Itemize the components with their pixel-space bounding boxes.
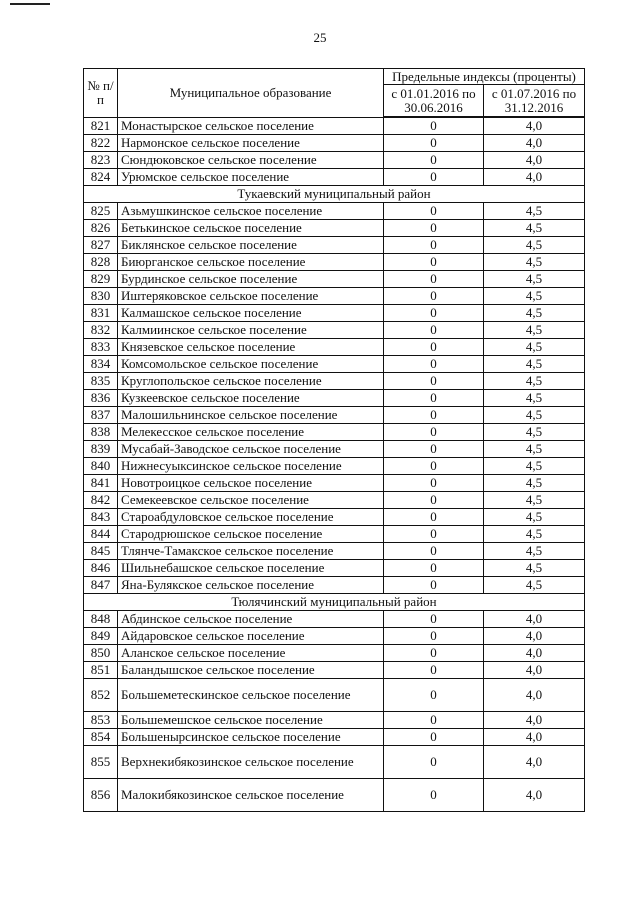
index-period-2: 4,0 [484,779,585,812]
limit-index-table [83,68,585,812]
municipality-name: Круглопольское сельское поселение [118,373,384,390]
index-period-1: 0 [384,237,484,254]
table-row [84,305,585,322]
row-number: 847 [84,577,118,594]
municipality-name: Баландышское сельское поселение [118,662,384,679]
row-number: 838 [84,424,118,441]
municipality-name: Староабдуловское сельское поселение [118,509,384,526]
index-period-2: 4,5 [484,458,585,475]
index-period-1: 0 [384,475,484,492]
municipality-name: Новотроицкое сельское поселение [118,475,384,492]
table-row [84,152,585,169]
table-row [84,288,585,305]
row-number: 835 [84,373,118,390]
municipality-name: Стародрюшское сельское поселение [118,526,384,543]
municipality-name: Нармонское сельское поселение [118,135,384,152]
index-period-1: 0 [384,560,484,577]
row-number: 826 [84,220,118,237]
header-period-1: с 01.01.2016 по 30.06.2016 [384,85,484,117]
municipality-name: Аланское сельское поселение [118,645,384,662]
index-period-2: 4,0 [484,152,585,169]
row-number: 848 [84,611,118,628]
table-body [84,118,585,812]
index-period-1: 0 [384,254,484,271]
index-period-1: 0 [384,424,484,441]
row-number: 839 [84,441,118,458]
row-number: 852 [84,679,118,712]
municipality-name: Сюндюковское сельское поселение [118,152,384,169]
table-row [84,509,585,526]
row-number: 834 [84,356,118,373]
index-period-2: 4,5 [484,373,585,390]
index-period-1: 0 [384,746,484,779]
table-row [84,746,585,779]
index-period-2: 4,5 [484,220,585,237]
municipality-name: Айдаровское сельское поселение [118,628,384,645]
row-number: 831 [84,305,118,322]
index-period-2: 4,5 [484,543,585,560]
municipality-name: Малокибякозинское сельское поселение [118,779,384,812]
index-period-1: 0 [384,407,484,424]
table-row [84,729,585,746]
municipality-name: Абдинское сельское поселение [118,611,384,628]
municipality-name: Бурдинское сельское поселение [118,271,384,288]
table-row [84,254,585,271]
table-row [84,712,585,729]
index-period-2: 4,0 [484,645,585,662]
municipality-name: Иштеряковское сельское поселение [118,288,384,305]
index-period-2: 4,5 [484,356,585,373]
index-period-2: 4,5 [484,271,585,288]
index-period-2: 4,0 [484,746,585,779]
municipality-name: Биклянское сельское поселение [118,237,384,254]
table-row [84,169,585,186]
index-period-1: 0 [384,339,484,356]
table-row [84,662,585,679]
row-number: 832 [84,322,118,339]
index-period-1: 0 [384,509,484,526]
row-number: 833 [84,339,118,356]
table-row [84,424,585,441]
table-row [84,339,585,356]
index-period-1: 0 [384,288,484,305]
municipality-name: Комсомольское сельское поселение [118,356,384,373]
index-period-2: 4,5 [484,254,585,271]
municipality-name: Семекеевское сельское поселение [118,492,384,509]
index-period-1: 0 [384,169,484,186]
table-row [84,441,585,458]
index-period-1: 0 [384,203,484,220]
index-period-2: 4,0 [484,679,585,712]
index-period-2: 4,5 [484,560,585,577]
municipality-name: Яна-Булякское сельское поселение [118,577,384,594]
index-period-2: 4,5 [484,492,585,509]
district-row [84,594,585,611]
row-number: 827 [84,237,118,254]
row-number: 856 [84,779,118,812]
table-row [84,628,585,645]
row-number: 851 [84,662,118,679]
municipality-name: Бетькинское сельское поселение [118,220,384,237]
row-number: 821 [84,118,118,135]
header-period-2: с 01.07.2016 по 31.12.2016 [484,85,585,117]
municipality-name: Калмиинское сельское поселение [118,322,384,339]
row-number: 829 [84,271,118,288]
header-name: Муниципальное образование [118,69,384,118]
index-period-1: 0 [384,271,484,288]
table-row [84,373,585,390]
municipality-name: Урюмское сельское поселение [118,169,384,186]
row-number: 855 [84,746,118,779]
table-row [84,611,585,628]
index-period-1: 0 [384,492,484,509]
table-row [84,526,585,543]
municipality-name: Кузкеевское сельское поселение [118,390,384,407]
row-number: 830 [84,288,118,305]
index-period-1: 0 [384,543,484,560]
index-period-2: 4,0 [484,628,585,645]
table-row [84,203,585,220]
row-number: 844 [84,526,118,543]
index-period-1: 0 [384,628,484,645]
index-period-1: 0 [384,729,484,746]
table-row [84,779,585,812]
index-period-2: 4,0 [484,662,585,679]
row-number: 828 [84,254,118,271]
index-period-2: 4,5 [484,475,585,492]
index-period-1: 0 [384,390,484,407]
index-period-2: 4,5 [484,407,585,424]
table-row [84,118,585,135]
index-period-1: 0 [384,577,484,594]
municipality-name: Нижнесуыксинское сельское поселение [118,458,384,475]
row-number: 823 [84,152,118,169]
municipality-name: Калмашское сельское поселение [118,305,384,322]
index-period-2: 4,5 [484,237,585,254]
table-row [84,492,585,509]
index-period-2: 4,5 [484,390,585,407]
index-period-2: 4,5 [484,509,585,526]
index-period-2: 4,5 [484,526,585,543]
table-row [84,679,585,712]
row-number: 850 [84,645,118,662]
index-period-1: 0 [384,356,484,373]
header-index-group: Предельные индексы (проценты) [384,69,585,85]
row-number: 842 [84,492,118,509]
index-period-1: 0 [384,779,484,812]
index-period-1: 0 [384,458,484,475]
table-row [84,577,585,594]
row-number: 840 [84,458,118,475]
row-number: 822 [84,135,118,152]
municipality-name: Большеметескинское сельское поселение [118,679,384,712]
municipality-name: Малошильнинское сельское поселение [118,407,384,424]
table-row [84,220,585,237]
page-number: 25 [313,30,327,45]
table-row [84,560,585,577]
index-period-1: 0 [384,305,484,322]
row-number: 841 [84,475,118,492]
district-name: Тукаевский муниципальный район [84,186,585,203]
row-number: 845 [84,543,118,560]
index-period-2: 4,5 [484,441,585,458]
index-period-1: 0 [384,611,484,628]
index-period-2: 4,5 [484,288,585,305]
scan-mark [10,3,50,5]
row-number: 849 [84,628,118,645]
index-period-2: 4,0 [484,169,585,186]
index-period-1: 0 [384,322,484,339]
municipality-name: Мусабай-Заводское сельское поселение [118,441,384,458]
index-period-1: 0 [384,712,484,729]
municipality-name: Большемешское сельское поселение [118,712,384,729]
table-row [84,237,585,254]
row-number: 825 [84,203,118,220]
table-row [84,135,585,152]
municipality-name: Тлянче-Тамакское сельское поселение [118,543,384,560]
index-period-2: 4,0 [484,729,585,746]
row-number: 854 [84,729,118,746]
index-period-2: 4,0 [484,712,585,729]
row-number: 846 [84,560,118,577]
index-period-2: 4,5 [484,203,585,220]
municipality-name: Князевское сельское поселение [118,339,384,356]
index-period-1: 0 [384,526,484,543]
index-period-2: 4,5 [484,577,585,594]
index-period-1: 0 [384,152,484,169]
municipality-name: Мелекесское сельское поселение [118,424,384,441]
table-row [84,543,585,560]
table-row [84,271,585,288]
index-period-2: 4,5 [484,424,585,441]
district-name: Тюлячинский муниципальный район [84,594,585,611]
index-period-2: 4,5 [484,305,585,322]
table-row [84,390,585,407]
index-period-1: 0 [384,679,484,712]
municipality-name: Шильнебашское сельское поселение [118,560,384,577]
index-period-1: 0 [384,441,484,458]
municipality-name: Верхнекибякозинское сельское поселение [118,746,384,779]
index-period-2: 4,0 [484,611,585,628]
table-row [84,475,585,492]
municipality-name: Биюрганское сельское поселение [118,254,384,271]
table-row [84,458,585,475]
index-period-2: 4,5 [484,322,585,339]
municipality-name: Монастырское сельское поселение [118,118,384,135]
district-row [84,186,585,203]
index-period-1: 0 [384,135,484,152]
row-number: 843 [84,509,118,526]
row-number: 836 [84,390,118,407]
index-period-2: 4,0 [484,118,585,135]
index-period-2: 4,0 [484,135,585,152]
table-row [84,645,585,662]
index-period-1: 0 [384,662,484,679]
index-period-2: 4,5 [484,339,585,356]
header-num: № п/п [84,69,118,118]
index-period-1: 0 [384,645,484,662]
index-period-1: 0 [384,373,484,390]
municipality-name: Большенырсинское сельское поселение [118,729,384,746]
index-period-1: 0 [384,220,484,237]
table-row [84,322,585,339]
row-number: 837 [84,407,118,424]
table-row [84,356,585,373]
row-number: 824 [84,169,118,186]
municipality-name: Азьмушкинское сельское поселение [118,203,384,220]
table-row [84,407,585,424]
row-number: 853 [84,712,118,729]
index-period-1: 0 [384,118,484,135]
